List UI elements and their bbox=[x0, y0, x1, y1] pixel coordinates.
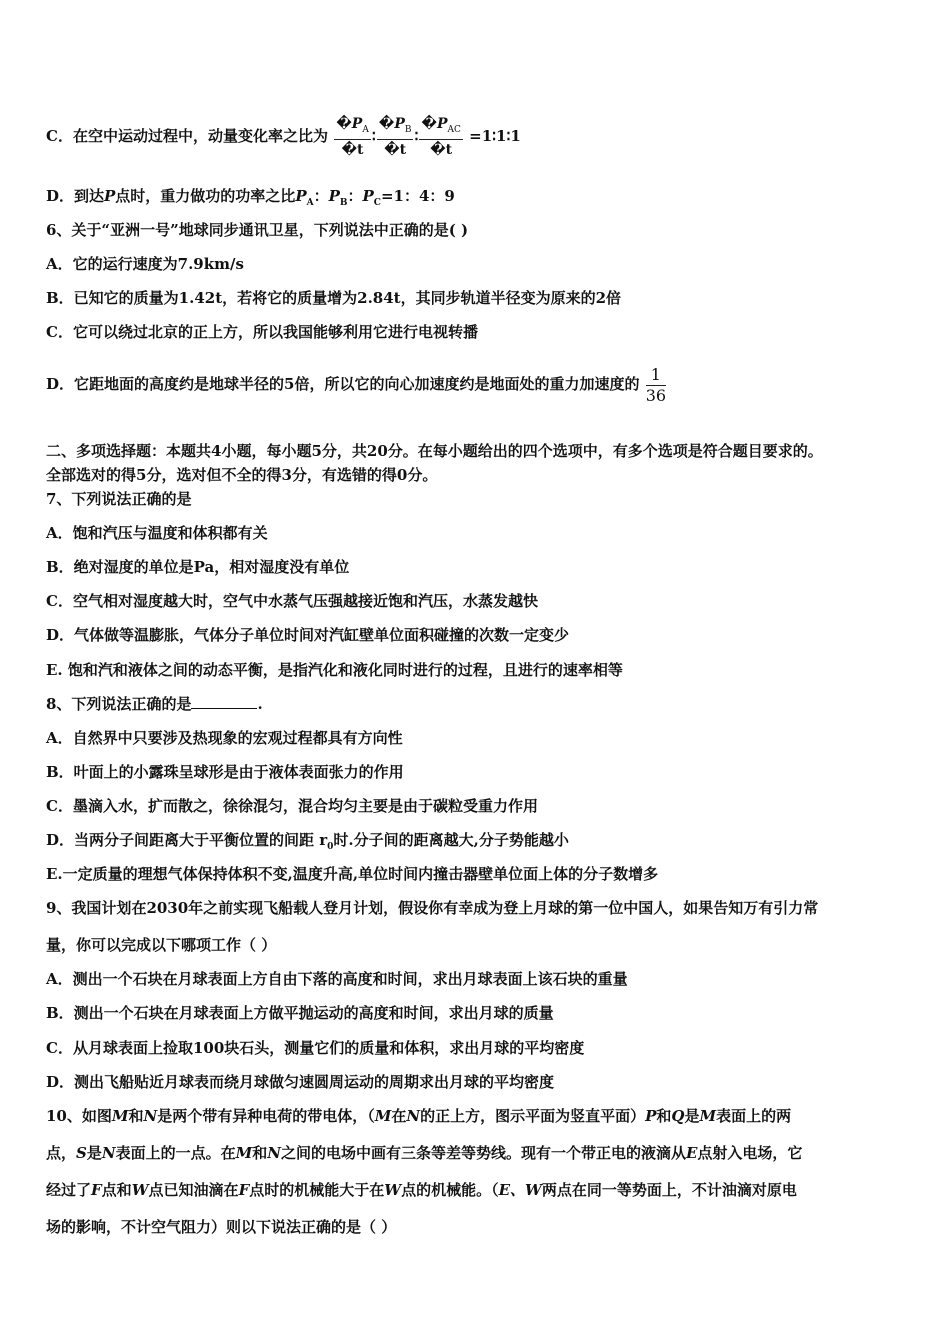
q8-stem: 8、下列说法正确的是 . bbox=[46, 695, 263, 713]
answer-blank bbox=[191, 694, 257, 709]
q7-option-d: D．气体做等温膨胀，气体分子单位时间对汽缸壁单位面积碰撞的次数一定变少 bbox=[46, 626, 570, 644]
q9-option-b: B．测出一个石块在月球表面上方做平抛运动的高度和时间，求出月球的质量 bbox=[46, 1004, 554, 1022]
q10-stem-line3: 经过了F点和W点已知油滴在F点时的机械能大于在W点的机械能。（E、W两点在同一等势面上，不计油滴对原电 bbox=[46, 1181, 797, 1199]
q6-option-d: D．它距地面的高度约是地球半径的5倍，所以它的向心加速度约是地面处的重力加速度的 $\frac{1}{36}$ bbox=[46, 364, 667, 405]
q5-option-d: D．到达P点时，重力做功的功率之比$P_A$：$P_B$：$P_C=1$：4：9 bbox=[46, 187, 455, 208]
q8-option-d: D．当两分子间距离大于平衡位置的间距 $r_0$时.分子间的距离越大,分子势能越小 bbox=[46, 831, 569, 852]
frac-pac: $\frac{�P_{AC}}{�t}$ bbox=[421, 115, 461, 159]
q6-option-b: B．已知它的质量为1.42t，若将它的质量增为2.84t，其同步轨道半径变为原来的2倍 bbox=[46, 289, 622, 307]
q8-option-c: C．墨滴入水，扩而散之，徐徐混匀，混合均匀主要是由于碳粒受重力作用 bbox=[46, 797, 538, 815]
q7-option-a: A．饱和汽压与温度和体积都有关 bbox=[46, 524, 268, 542]
q7-option-c: C．空气相对湿度越大时，空气中水蒸气压强越接近饱和汽压，水蒸发越快 bbox=[46, 592, 538, 610]
section2-header-line1: 二、多项选择题：本题共4小题，每小题5分，共20分。在每小题给出的四个选项中，有多个选项是符合题目要求的。 bbox=[46, 442, 823, 460]
frac-pa: $\frac{�P_A}{�t}$ bbox=[336, 115, 369, 159]
q10-stem-line2: 点，S是N表面上的一点。在M和N之间的电场中画有三条等差等势线。现有一个带正电的液滴从E点射入电场，它 bbox=[46, 1144, 803, 1162]
q6-option-c: C．它可以绕过北京的正上方，所以我国能够利用它进行电视转播 bbox=[46, 323, 478, 341]
q10-stem-line1: 10、如图M和N是两个带有异种电荷的带电体，（M在N的正上方，图示平面为竖直平面）P和Q是M表面上的两 bbox=[46, 1107, 792, 1125]
q8-option-a: A．自然界中只要涉及热现象的宏观过程都具有方向性 bbox=[46, 729, 403, 747]
q9-option-a: A．测出一个石块在月球表面上方自由下落的高度和时间，求出月球表面上该石块的重量 bbox=[46, 970, 628, 988]
q6-stem: 6、关于“亚洲一号”地球同步通讯卫星，下列说法中正确的是( ) bbox=[46, 221, 469, 239]
section2-header-line2: 全部选对的得5分，选对但不全的得3分，有选错的得0分。 bbox=[46, 466, 438, 484]
q5-option-c: C．在空中运动过程中，动量变化率之比为 $\frac{�P_A}{�t}$ ∶ $\frac{�P_B}{�t}$ ∶ $\frac{�P_{AC}}{�t}$ =1∶1∶1 bbox=[46, 115, 521, 159]
q9-stem-line1: 9、我国计划在2030年之前实现飞船载人登月计划，假设你有幸成为登上月球的第一位中国人，如果告知万有引力常 bbox=[46, 899, 819, 917]
q7-option-e: E. 饱和汽和液体之间的动态平衡，是指汽化和液化同时进行的过程，且进行的速率相等 bbox=[46, 661, 623, 679]
frac-pb: $\frac{�P_B}{�t}$ bbox=[378, 115, 412, 159]
q9-stem-line2: 量，你可以完成以下哪项工作（ ） bbox=[46, 936, 277, 954]
q9-option-d: D．测出飞船贴近月球表而绕月球做匀速圆周运动的周期求出月球的平均密度 bbox=[46, 1073, 555, 1091]
frac-one-36: $\frac{1}{36}$ bbox=[645, 364, 667, 405]
q7-stem: 7、下列说法正确的是 bbox=[46, 490, 192, 508]
q10-stem-line4: 场的影响，不计空气阻力）则以下说法正确的是（ ） bbox=[46, 1218, 397, 1236]
q8-option-b: B．叶面上的小露珠呈球形是由于液体表面张力的作用 bbox=[46, 763, 404, 781]
q8-option-e: E.一定质量的理想气体保持体积不变,温度升高,单位时间内撞击器壁单位面上体的分子数增多 bbox=[46, 865, 659, 883]
q7-option-b: B．绝对湿度的单位是Pa，相对湿度没有单位 bbox=[46, 558, 350, 576]
q9-option-c: C．从月球表面上捡取100块石头，测量它们的质量和体积，求出月球的平均密度 bbox=[46, 1039, 585, 1057]
q6-option-a: A．它的运行速度为7.9km/s bbox=[46, 255, 244, 273]
